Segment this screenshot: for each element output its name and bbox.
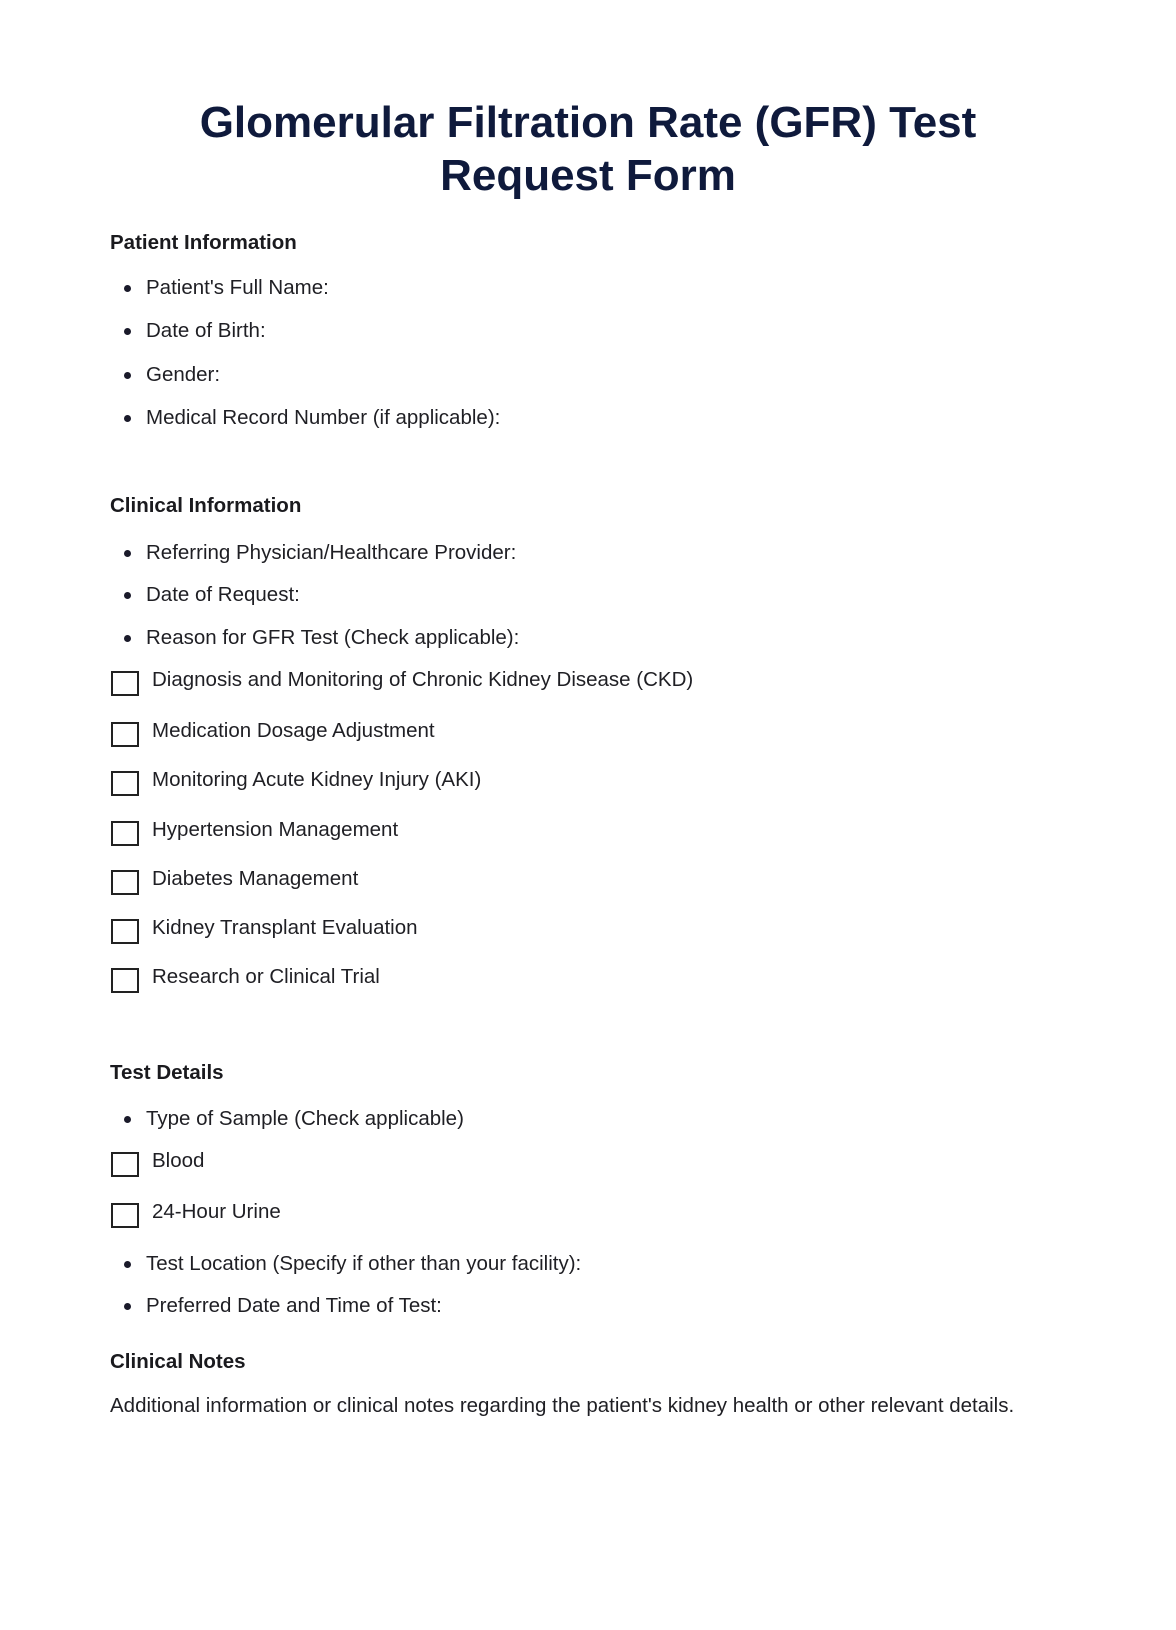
checkbox-label: Diabetes Management: [152, 867, 359, 890]
checkbox-label: 24-Hour Urine: [152, 1200, 281, 1223]
bullet-icon: [124, 1303, 131, 1310]
checkbox-icon[interactable]: [111, 870, 139, 895]
list-item-text: Preferred Date and Time of Test:: [146, 1294, 442, 1317]
checkbox-icon[interactable]: [111, 1203, 139, 1228]
bullet-icon: [124, 635, 131, 642]
checkbox-icon[interactable]: [111, 919, 139, 944]
checkbox-label: Blood: [152, 1149, 205, 1172]
list-item-text: Gender:: [146, 363, 221, 386]
bullet-icon: [124, 1261, 131, 1268]
list-item-text: Patient's Full Name:: [146, 276, 329, 299]
checkbox-label: Hypertension Management: [152, 818, 399, 841]
title-line-2: Request Form: [440, 151, 736, 200]
list-item-text: Date of Request:: [146, 583, 300, 606]
checkbox-icon[interactable]: [111, 771, 139, 796]
checkbox-label: Research or Clinical Trial: [152, 965, 380, 988]
checkbox-icon[interactable]: [111, 671, 139, 696]
patient-information-heading: Patient Information: [110, 231, 297, 254]
bullet-icon: [124, 1116, 131, 1123]
page-title: [0, 96, 1176, 202]
bullet-icon: [124, 415, 131, 422]
clinical-information-heading: Clinical Information: [110, 494, 302, 517]
checkbox-icon[interactable]: [111, 968, 139, 993]
bullet-icon: [124, 285, 131, 292]
bullet-icon: [124, 328, 131, 335]
checkbox-label: Medication Dosage Adjustment: [152, 719, 435, 742]
list-item-text: Date of Birth:: [146, 319, 266, 342]
clinical-notes-text: Additional information or clinical notes regarding the patient's kidney health or other relevant details.: [110, 1394, 1015, 1417]
clinical-notes-heading: Clinical Notes: [110, 1350, 246, 1373]
checkbox-label: Monitoring Acute Kidney Injury (AKI): [152, 768, 482, 791]
list-item-text: Medical Record Number (if applicable):: [146, 406, 501, 429]
list-item-text: Referring Physician/Healthcare Provider:: [146, 541, 517, 564]
bullet-icon: [124, 372, 131, 379]
list-item-text: Test Location (Specify if other than your facility):: [146, 1252, 582, 1275]
title-line-1: Glomerular Filtration Rate (GFR) Test: [199, 98, 977, 147]
list-item-text: Type of Sample (Check applicable): [146, 1107, 464, 1130]
test-details-heading: Test Details: [110, 1061, 224, 1084]
checkbox-label: Diagnosis and Monitoring of Chronic Kidney Disease (CKD): [152, 668, 694, 691]
checkbox-icon[interactable]: [111, 821, 139, 846]
checkbox-icon[interactable]: [111, 722, 139, 747]
list-item-text: Reason for GFR Test (Check applicable):: [146, 626, 520, 649]
checkbox-label: Kidney Transplant Evaluation: [152, 916, 418, 939]
bullet-icon: [124, 592, 131, 599]
bullet-icon: [124, 550, 131, 557]
checkbox-icon[interactable]: [111, 1152, 139, 1177]
